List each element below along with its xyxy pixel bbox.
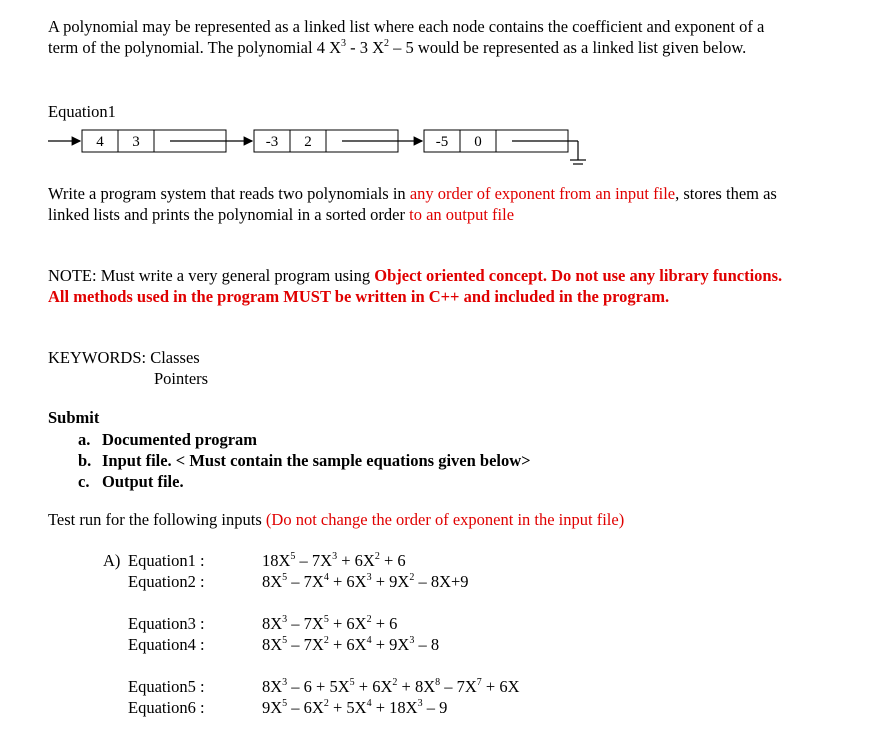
list-marker: c.	[78, 472, 90, 491]
note-text: NOTE: Must write a very general program using	[48, 266, 375, 285]
task-text: Write a program system that reads two polynomials in	[48, 184, 410, 203]
equation-expression: $8X^3 - 6 + 5X^5 + 6X^2 + 8X^8 - 7X^7 + 6X$	[262, 677, 520, 696]
equation-label: Equation1 :	[128, 551, 205, 570]
intro-line-1: A polynomial may be represented as a linked list where each node contains the coefficient and exponent of a	[48, 17, 765, 36]
node-exponent: 3	[132, 134, 140, 150]
task-text: linked lists and prints the polynomial in a sorted order	[48, 205, 410, 224]
submit-item-text: Input file. < Must contain the sample equations given below>	[102, 451, 531, 470]
note-paragraph	[48, 265, 782, 307]
node-exponent: 2	[304, 134, 312, 150]
submit-heading: Submit	[48, 408, 100, 427]
diagram-label: Equation1	[48, 102, 116, 121]
note-highlight: Object oriented concept. Do not use any library functions.	[374, 266, 783, 285]
testrun-highlight: (Do not change the order of exponent in the input file)	[265, 510, 625, 529]
equation-expression: $18X^5 - 7X^3 + 6X^2 + 6$	[262, 551, 406, 570]
submit-list	[78, 429, 531, 492]
note-line-1	[48, 265, 782, 286]
node-coefficient: -5	[435, 134, 449, 150]
submit-item-text: Documented program	[102, 430, 258, 449]
intro-line-2-end: – 5 would be represented as a linked list given below.	[389, 38, 747, 57]
keywords-second: Pointers	[154, 369, 209, 388]
list-marker: b.	[78, 451, 92, 470]
submit-item-text: Output file.	[102, 472, 184, 491]
task-paragraph	[48, 183, 777, 225]
equation-label: Equation2 :	[128, 572, 205, 591]
submit-item	[78, 429, 531, 450]
list-marker: a.	[78, 430, 91, 449]
equation-expression: $8X^5 - 7X^4 + 6X^3 + 9X^2 - 8X+9$	[262, 572, 469, 591]
task-line-2	[48, 204, 777, 225]
keywords-label: KEYWORDS: Classes	[48, 348, 200, 367]
submit-item	[78, 450, 531, 471]
task-highlight: any order of exponent from an input file	[409, 184, 676, 203]
intro-line-2-mid: - 3 X	[345, 38, 385, 57]
node-exponent: 0	[474, 134, 482, 150]
submit-item	[78, 471, 531, 492]
keywords	[48, 347, 208, 389]
intro-line-2	[48, 37, 764, 58]
note-line-2: All methods used in the program MUST be written in C++ and included in the program.	[48, 287, 670, 306]
task-text: , stores them as	[675, 184, 777, 203]
node-coefficient: -3	[265, 134, 279, 150]
exponent: 2	[384, 38, 390, 49]
equation-label: Equation4 :	[128, 635, 205, 654]
equation-expression: $8X^3 - 7X^5 + 6X^2 + 6$	[262, 614, 398, 633]
intro-paragraph	[48, 16, 764, 58]
equation-group-label: A)	[103, 551, 121, 570]
testrun-line	[48, 510, 624, 530]
equation-label: Equation3 :	[128, 614, 205, 633]
equation-expression: $9X^5 - 6X^2 + 5X^4 + 18X^3 - 9$	[262, 698, 448, 717]
equation-label: Equation5 :	[128, 677, 205, 696]
testrun-text: Test run for the following inputs	[48, 510, 266, 529]
task-line-1	[48, 183, 777, 204]
equation-label: Equation6 :	[128, 698, 205, 717]
equation-expression: $8X^5 - 7X^2 + 6X^4 + 9X^3 - 8$	[262, 635, 440, 654]
node-coefficient: 4	[96, 134, 104, 150]
exponent: 3	[340, 38, 346, 49]
intro-line-2-start: term of the polynomial. The polynomial 4 X	[48, 38, 341, 57]
linked-list-diagram	[40, 126, 600, 172]
task-highlight: to an output file	[409, 205, 515, 224]
